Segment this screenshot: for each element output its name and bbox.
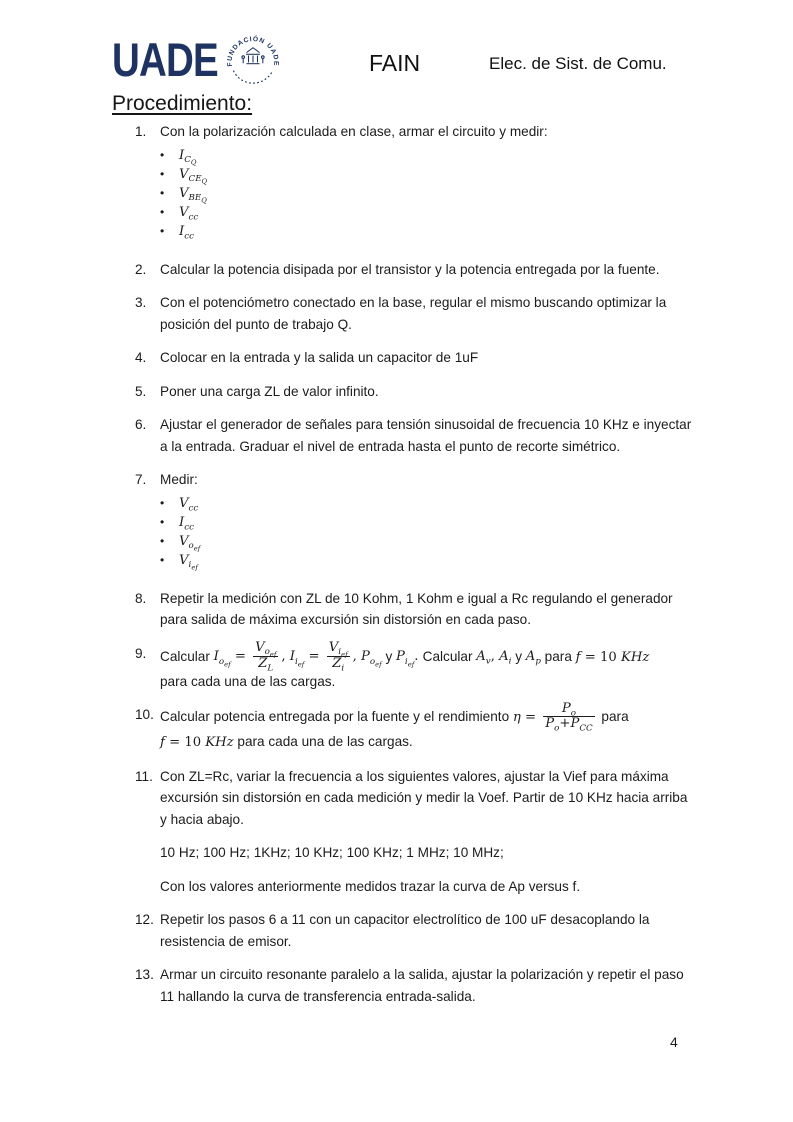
math-expression <box>328 639 348 659</box>
math-subsubscript: ef <box>375 660 382 669</box>
item-number: 1. <box>135 124 147 139</box>
list-item <box>135 259 725 281</box>
math-expression <box>160 735 234 750</box>
math-expression <box>179 223 194 241</box>
text-run: Armar un circuito resonante paralelo a la salida, ajustar la polarización y repetir el paso <box>160 967 684 983</box>
math-subscript: v <box>485 656 491 667</box>
math-variable: I <box>213 649 219 665</box>
math-expression <box>258 655 274 674</box>
math-subscript: i <box>508 656 512 667</box>
list-item <box>135 701 725 754</box>
math-variable: I <box>289 649 295 665</box>
list-item <box>135 347 725 369</box>
math-variable: P <box>396 649 405 665</box>
seal-curved-text: FUNDACIÓN UADE <box>226 35 280 67</box>
math-subscript: p <box>535 656 541 667</box>
bullet-item <box>160 184 725 203</box>
text-run: para cada una de las cargas. <box>160 673 336 689</box>
math-subscript: ief <box>295 656 305 669</box>
list-item <box>135 639 725 693</box>
math-variable: V <box>179 495 189 511</box>
fraction-denominator <box>330 655 346 674</box>
math-fraction <box>327 639 350 674</box>
math-variable: KHz <box>205 735 234 751</box>
text-run: Calcular la potencia disipada por el transistor y la potencia entregada por la fuente. <box>160 261 660 277</box>
text-run: Colocar en la entrada y la salida un capacitor de 1uF <box>160 350 479 365</box>
item-paragraph <box>160 876 725 898</box>
text-run: Con la polarización calculada en clase, armar el circuito y medir: <box>160 124 548 139</box>
bullet-item <box>160 532 725 551</box>
procedure-list <box>135 121 725 1019</box>
item-number: 13. <box>135 967 154 983</box>
math-subscript: oef <box>188 541 201 553</box>
text-run: resistencia de emisor. <box>160 933 292 949</box>
text-run: Con los valores anteriormente medidos trazar la curva de Ap versus f. <box>160 878 581 894</box>
math-subscript: i <box>341 663 345 674</box>
bullet-item <box>160 551 725 570</box>
math-expression <box>255 639 277 659</box>
bullet-marker: • <box>160 552 165 567</box>
math-subscript: L <box>267 663 274 674</box>
fraction-numerator <box>327 639 350 659</box>
math-subscript: oef <box>369 656 382 669</box>
item-number: 9. <box>135 645 147 661</box>
item-content <box>160 909 725 952</box>
math-expression <box>396 649 423 669</box>
item-paragraph <box>160 766 725 831</box>
item-content <box>160 701 725 754</box>
bullet-item <box>160 513 725 532</box>
math-expression <box>179 533 200 551</box>
page-number: 4 <box>670 1034 678 1050</box>
item-content <box>160 766 725 898</box>
math-variable: V <box>179 533 189 549</box>
math-expression <box>281 649 324 669</box>
math-subscript: ief <box>338 647 348 659</box>
text-run: y hacia abajo. <box>160 811 244 827</box>
math-variable: V <box>328 639 339 655</box>
bullet-item <box>160 165 725 184</box>
uade-logo-text: UADE <box>112 33 218 86</box>
math-subscript: CC <box>579 724 593 735</box>
math-subsubscript: ef <box>341 650 348 659</box>
math-subscript: cc <box>188 503 199 514</box>
page-title: Procedimiento: <box>112 92 253 115</box>
item-number: 5. <box>135 383 147 399</box>
item-paragraph <box>160 121 725 143</box>
math-subsubscript: Q <box>201 177 208 186</box>
math-upright: = <box>304 649 324 665</box>
item-content <box>160 639 725 693</box>
bullet-marker: • <box>160 495 165 510</box>
math-subscript: oef <box>264 647 277 659</box>
bullet-marker: • <box>160 514 165 529</box>
math-variable: P <box>570 716 580 732</box>
item-paragraph <box>160 347 725 369</box>
math-upright: = <box>230 649 251 665</box>
fraction-numerator <box>560 701 578 720</box>
math-variable: V <box>255 639 265 655</box>
item-paragraph <box>160 259 725 281</box>
math-subsubscript: ef <box>191 563 198 572</box>
text-run: Con ZL=Rc, variar la frecuencia a los siguientes valores, ajustar la Vief para máxima <box>160 768 669 784</box>
math-variable: Z <box>258 655 268 671</box>
fraction-numerator <box>253 639 278 659</box>
math-expression <box>179 166 207 184</box>
text-run: Medir: <box>160 472 198 487</box>
item-number: 10. <box>135 707 154 723</box>
math-variable: V <box>179 185 189 201</box>
bullet-marker: • <box>160 185 165 200</box>
text-run: para cada una de las cargas. <box>233 734 413 750</box>
math-variable: P <box>361 649 370 665</box>
math-expression <box>352 649 382 669</box>
math-subsubscript: ef <box>224 660 231 669</box>
text-run: para salida de máxima excursión sin distorsión en cada paso. <box>160 612 532 627</box>
math-expression <box>545 716 593 735</box>
item-paragraph <box>160 909 725 952</box>
bullet-marker: • <box>160 204 165 219</box>
item-content <box>160 469 725 576</box>
math-subsubscript: ef <box>193 544 201 553</box>
bullet-list <box>160 146 725 241</box>
item-paragraph <box>160 639 725 693</box>
math-expression <box>179 495 198 513</box>
math-subscript: o <box>570 709 576 720</box>
math-expression <box>179 204 198 222</box>
math-subscript: BEQ <box>188 193 207 205</box>
item-content <box>160 964 725 1007</box>
math-variable: A <box>525 649 536 665</box>
math-subscript: o <box>554 724 560 735</box>
text-run: y <box>511 648 526 664</box>
item-number: 7. <box>135 472 147 487</box>
math-variable: KHz <box>620 649 650 665</box>
math-variable: A <box>476 649 486 665</box>
math-expression <box>576 649 650 664</box>
math-upright: . <box>414 649 423 665</box>
item-content <box>160 414 725 457</box>
item-paragraph <box>160 964 725 1007</box>
math-variable: P <box>561 701 571 717</box>
bullet-item <box>160 146 725 165</box>
math-subsubscript: ef <box>407 660 415 669</box>
list-item <box>135 964 725 1007</box>
math-variable: V <box>179 166 189 182</box>
math-expression <box>179 185 207 203</box>
item-paragraph <box>160 292 725 335</box>
item-paragraph <box>160 701 725 754</box>
text-run: Repetir la medición con ZL de 10 Kohm, 1 Kohm e igual a Rc regulando el generador <box>160 590 673 606</box>
math-upright: = <box>520 710 541 726</box>
math-expression <box>513 710 540 725</box>
math-expression <box>179 147 196 165</box>
text-run: y <box>381 648 397 664</box>
uade-seal-icon <box>226 31 280 89</box>
math-expression <box>476 649 512 667</box>
text-run: posición del punto de trabajo Q. <box>160 316 352 332</box>
bullet-marker: • <box>160 533 165 548</box>
text-run: para <box>597 709 629 725</box>
math-variable: V <box>179 552 189 568</box>
math-variable: η <box>512 710 521 726</box>
math-subscript: cc <box>184 522 194 533</box>
bullet-item <box>160 494 725 513</box>
math-subscript: CEQ <box>188 174 208 186</box>
temple-emblem-icon <box>242 48 264 64</box>
math-variable: P <box>545 716 555 732</box>
item-content <box>160 121 725 247</box>
math-subsubscript: ef <box>269 650 277 659</box>
list-item <box>135 909 725 952</box>
text-run: 10 Hz; 100 Hz; 1KHz; 10 KHz; 100 KHz; 1 MHz; 10 MHz; <box>160 845 504 861</box>
faculty-name: FAIN <box>369 50 421 76</box>
item-number: 3. <box>135 295 147 310</box>
math-variable: I <box>179 147 185 163</box>
item-paragraph <box>160 588 725 631</box>
item-number: 8. <box>135 590 147 606</box>
math-fraction <box>543 701 594 735</box>
text-run: Ajustar el generador de señales para tensión sinusoidal de frecuencia 10 KHz e inyectar <box>160 417 692 432</box>
item-paragraph <box>160 414 725 457</box>
list-item <box>135 381 725 403</box>
list-item <box>135 588 725 631</box>
text-run: a la entrada. Graduar el nivel de entrada hasta el punto de recorte simétrico. <box>160 438 621 454</box>
text-run: Calcular <box>160 648 214 664</box>
text-run: para <box>540 648 576 664</box>
math-subscript: ief <box>404 656 415 669</box>
item-content <box>160 292 725 335</box>
item-number: 2. <box>135 261 147 277</box>
math-subsubscript: Q <box>190 158 197 167</box>
list-item <box>135 469 725 576</box>
math-variable: A <box>499 649 509 665</box>
item-number: 6. <box>135 417 147 432</box>
item-content <box>160 588 725 631</box>
text-run: Con el potenciómetro conectado en la base, regular el mismo buscando optimizar la <box>160 295 667 310</box>
list-item <box>135 292 725 335</box>
list-item <box>135 121 725 247</box>
bullet-marker: • <box>160 223 165 238</box>
math-upright: , <box>281 649 290 665</box>
math-variable: f <box>575 649 581 665</box>
math-variable: f <box>160 735 165 751</box>
item-content <box>160 347 725 369</box>
math-expression <box>213 649 251 669</box>
math-variable: I <box>179 514 185 530</box>
math-subscript: cc <box>188 212 199 223</box>
math-expression <box>179 552 198 570</box>
math-subscript: oef <box>218 656 231 669</box>
bullet-item <box>160 203 725 222</box>
math-subsubscript: Q <box>201 196 207 205</box>
item-content <box>160 259 725 281</box>
item-paragraph <box>160 842 725 864</box>
math-variable: I <box>179 223 185 239</box>
item-number: 4. <box>135 350 147 365</box>
math-expression <box>179 514 194 532</box>
text-run: 11 hallando la curva de transferencia entrada-salida. <box>160 988 476 1004</box>
item-paragraph <box>160 381 725 403</box>
math-variable: V <box>179 204 189 220</box>
math-expression <box>561 701 576 720</box>
item-number: 12. <box>135 912 154 928</box>
text-run: Calcular potencia entregada por la fuente y el rendimiento <box>160 709 513 725</box>
math-subscript: CQ <box>184 155 197 167</box>
math-subsubscript: ef <box>297 660 305 669</box>
item-paragraph <box>160 469 725 491</box>
seal-dashed-arc <box>233 71 272 83</box>
bullet-item <box>160 222 725 241</box>
list-item <box>135 414 725 457</box>
math-fraction <box>253 639 278 674</box>
text-run: Poner una carga ZL de valor infinito. <box>160 383 379 399</box>
math-variable: Z <box>332 655 342 671</box>
math-upright: = 10 <box>164 735 206 751</box>
math-upright: , <box>490 649 500 665</box>
bullet-marker: • <box>160 147 165 162</box>
bullet-list <box>160 494 725 570</box>
math-upright: , <box>352 649 362 665</box>
math-subscript: ief <box>188 560 198 572</box>
math-upright: + <box>559 716 571 732</box>
text-run: Calcular <box>422 648 477 664</box>
math-subscript: cc <box>184 231 194 242</box>
text-run: excursión sin distorsión en cada medición y medir la Voef. Partir de 10 KHz hacia arriba <box>160 790 688 806</box>
math-expression <box>525 649 541 667</box>
fraction-denominator <box>543 716 594 735</box>
fraction-denominator <box>256 655 275 674</box>
bullet-marker: • <box>160 166 165 181</box>
course-name: Elec. de Sist. de Comu. <box>489 54 667 73</box>
text-run: Repetir los pasos 6 a 11 con un capacitor electrolítico de 100 uF desacoplando la <box>160 912 650 928</box>
item-number: 11. <box>135 768 153 784</box>
math-upright: = 10 <box>580 649 621 665</box>
math-expression <box>332 655 345 674</box>
item-content <box>160 381 725 403</box>
list-item <box>135 766 725 898</box>
